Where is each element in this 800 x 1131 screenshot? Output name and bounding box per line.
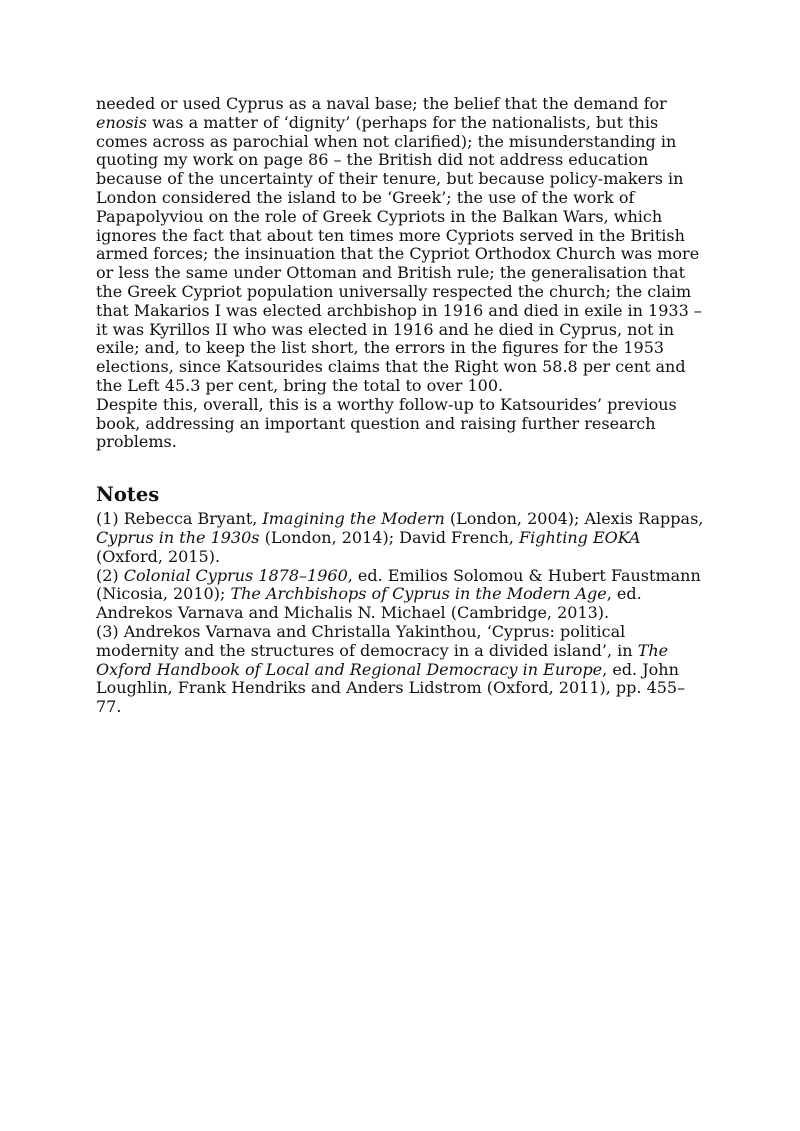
italic-title-run: The Oxford Handbook of Local and Regional Democracy in Europe [96, 640, 669, 679]
text-run: (1) Rebecca Bryant, [96, 509, 263, 529]
note-3 [96, 623, 708, 717]
document-page [96, 95, 708, 717]
text-run: (3) Andrekos Varnava and Christalla Yakinthou, ‘Cyprus: political modernity and the structures of democracy in a divided island’, in [96, 621, 638, 660]
text-run: needed or used Cyprus as a naval base; the belief that the demand for [96, 94, 667, 113]
note-2 [96, 567, 708, 623]
italic-title-run: The Archbishops of Cyprus in the Modern Age [230, 584, 607, 604]
text-run: (London, 2014); David French, [259, 527, 519, 547]
text-run: , ed. John Loughlin, Frank Hendriks and Anders Lidstrom (Oxford, 2011), pp. 455–77. [96, 659, 686, 717]
italic-title-run: Colonial Cyprus 1878–1960 [123, 565, 348, 585]
text-run: (London, 2004); Alexis Rappas, [444, 509, 704, 529]
text-run: was a matter of ‘dignity’ (perhaps for the nationalists, but this comes across as parochial when not clarified); the misunderstanding in quoting my work on page 86 – the British did not address education because of the uncertainty of their tenure, but because policy-makers in London considered the island to be ‘Greek’; the use of the work of Papapolyviou on the role of Greek Cypriots in the Balkan Wars, which ignores the fact that about ten times more Cypriots served in the British armed forces; the insinuation that the Cypriot Orthodox Church was more or less the same under Ottoman and British rule; the generalisation that the Greek Cypriot population universally respected the church; the claim that Makarios I was elected archbishop in 1916 and died in exile in 1933 – it was Kyrillos II who was elected in 1916 and he died in Cyprus, not in exile; and, to keep the list short, the errors in the figures for the 1953 elections, since Katsourides claims that the Right won 58.8 per cent and the Left 45.3 per cent, bring the total to over 100. [96, 112, 702, 395]
italic-title-run: Cyprus in the 1930s [96, 527, 260, 547]
italic-title-run: enosis [96, 112, 147, 132]
italic-title-run: Imagining the Modern [262, 509, 445, 529]
italic-title-run: Fighting EOKA [519, 527, 641, 547]
notes-heading: Notes [96, 483, 160, 507]
text-run: , ed. Emilios Solomou & Hubert Faustmann (Nicosia, 2010); [96, 565, 701, 604]
review-paragraph-2 [96, 396, 708, 452]
text-run: (Oxford, 2015). [96, 546, 221, 566]
text-run: (2) [96, 565, 124, 585]
review-paragraph-1 [96, 95, 708, 396]
text-run: , ed. Andrekos Varnava and Michalis N. Michael (Cambridge, 2013). [96, 584, 642, 623]
note-1 [96, 510, 708, 566]
text-run: Despite this, overall, this is a worthy follow-up to Katsourides’ previous book, addressing an important question and raising further research problems. [96, 394, 677, 452]
